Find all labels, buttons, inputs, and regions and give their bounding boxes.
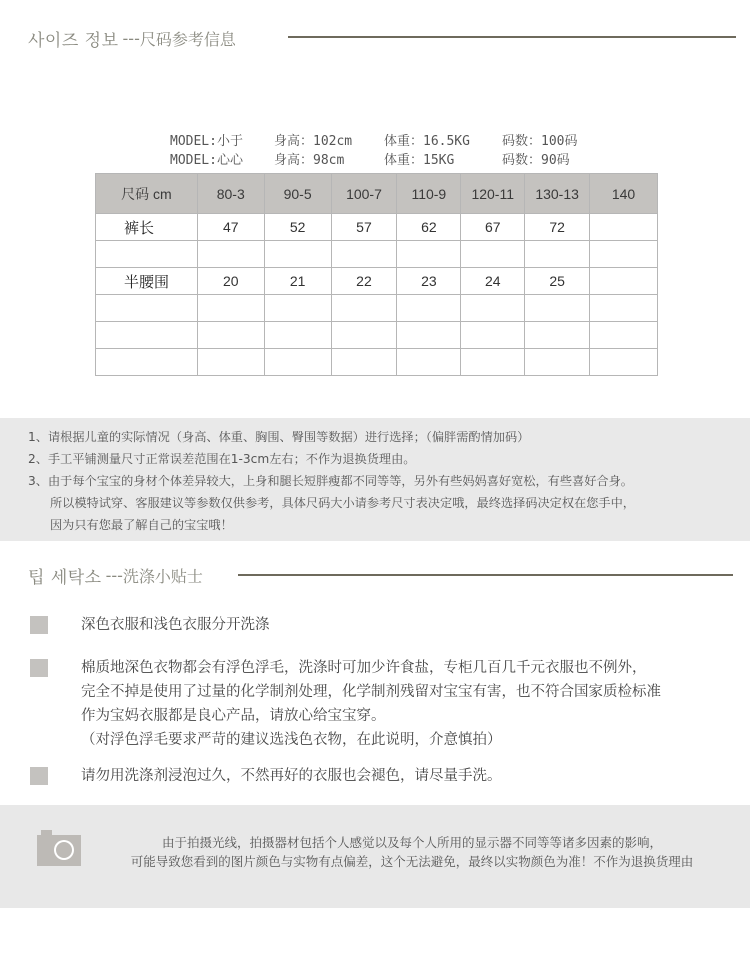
size-table-header: 110-9 xyxy=(397,174,461,214)
table-cell xyxy=(590,349,658,376)
table-cell xyxy=(331,322,397,349)
table-cell xyxy=(525,241,590,268)
table-cell xyxy=(590,241,658,268)
table-cell: 裤长 xyxy=(96,214,198,241)
table-cell: 21 xyxy=(264,268,331,295)
tip-item xyxy=(30,764,502,788)
disclaimer-line: 可能导致您看到的图片颜色与实物有点偏差，这个无法避免，最终以实物颜色为准！不作为退换货理由 xyxy=(130,854,694,869)
table-cell xyxy=(525,295,590,322)
table-cell xyxy=(590,322,658,349)
table-cell xyxy=(96,349,198,376)
model-size: 码数：100码 xyxy=(502,134,578,149)
table-cell xyxy=(96,295,198,322)
size-table-header: 130-13 xyxy=(525,174,590,214)
table-cell xyxy=(397,349,461,376)
size-notes xyxy=(0,418,750,541)
table-cell xyxy=(525,349,590,376)
model-height: 身高：102cm xyxy=(274,134,353,149)
table-cell xyxy=(397,295,461,322)
disclaimer-text xyxy=(92,833,732,871)
model-row xyxy=(170,149,577,168)
wash-tips-heading-cn: 洗涤小贴士 xyxy=(122,566,203,586)
note-line: 3、由于每个宝宝的身材个体差异较大，上身和腿长短胖瘦都不同等等，另外有些妈妈喜好宽松，有些喜好合身。 xyxy=(28,474,633,488)
table-row xyxy=(96,214,658,241)
table-row xyxy=(96,241,658,268)
table-cell: 22 xyxy=(331,268,397,295)
size-info-heading-cn: 尺码参考信息 xyxy=(139,29,236,49)
wash-tips-heading xyxy=(28,563,203,587)
table-cell: 23 xyxy=(397,268,461,295)
tip-bullet-square xyxy=(30,616,48,634)
table-cell xyxy=(264,349,331,376)
note-line: 1、请根据儿童的实际情况（身高、体重、胸围、臀围等数据）进行选择；（偏胖需酌情加码） xyxy=(28,430,530,444)
table-cell xyxy=(461,349,525,376)
table-cell xyxy=(590,268,658,295)
table-row xyxy=(96,295,658,322)
table-cell: 72 xyxy=(525,214,590,241)
size-table-header: 尺码 cm xyxy=(96,174,198,214)
tip-line: 作为宝妈衣服都是良心产品，请放心给宝宝穿。 xyxy=(81,708,386,724)
size-table-header: 120-11 xyxy=(461,174,525,214)
tip-line: 完全不掉是使用了过量的化学制剂处理，化学制剂残留对宝宝有害，也不符合国家质检标准 xyxy=(81,684,661,700)
table-cell: 24 xyxy=(461,268,525,295)
size-info-divider xyxy=(288,36,736,38)
table-cell xyxy=(525,322,590,349)
table-cell xyxy=(397,241,461,268)
tip-line: （对浮色浮毛要求严苛的建议选浅色衣物，在此说明，介意慎拍） xyxy=(81,732,502,748)
table-cell xyxy=(96,322,198,349)
table-cell: 25 xyxy=(525,268,590,295)
size-table-header: 80-3 xyxy=(197,174,264,214)
table-cell xyxy=(331,241,397,268)
table-cell xyxy=(264,241,331,268)
model-height: 身高：98cm xyxy=(274,153,345,168)
table-cell xyxy=(331,349,397,376)
table-cell xyxy=(197,241,264,268)
tip-bullet-square xyxy=(30,767,48,785)
table-cell: 67 xyxy=(461,214,525,241)
camera-icon xyxy=(37,828,81,868)
table-cell xyxy=(331,295,397,322)
table-cell xyxy=(264,295,331,322)
table-cell xyxy=(461,322,525,349)
table-row xyxy=(96,322,658,349)
tip-bullet-square xyxy=(30,659,48,677)
table-cell: 57 xyxy=(331,214,397,241)
table-cell: 半腰围 xyxy=(96,268,198,295)
table-cell xyxy=(590,295,658,322)
model-info xyxy=(170,130,577,168)
table-cell xyxy=(264,322,331,349)
table-cell: 20 xyxy=(197,268,264,295)
table-row xyxy=(96,349,658,376)
tip-line: 请勿用洗涤剂浸泡过久，不然再好的衣服也会褪色，请尽量手洗。 xyxy=(81,768,502,784)
model-name: MODEL:心心 xyxy=(170,153,243,168)
wash-tips-divider xyxy=(238,574,733,576)
table-cell xyxy=(461,295,525,322)
table-row xyxy=(96,268,658,295)
model-weight: 体重：16.5KG xyxy=(384,134,470,149)
table-cell: 47 xyxy=(197,214,264,241)
model-size: 码数：90码 xyxy=(502,153,570,168)
tip-text xyxy=(81,656,661,752)
table-cell xyxy=(197,322,264,349)
tip-text xyxy=(81,613,270,637)
tip-item xyxy=(30,656,661,752)
size-table-header: 100-7 xyxy=(331,174,397,214)
table-cell: 52 xyxy=(264,214,331,241)
wash-tips-heading-ko: 팁 세탁소 xyxy=(28,567,102,588)
table-cell xyxy=(197,295,264,322)
disclaimer-footer xyxy=(0,805,750,908)
note-line: 因为只有您最了解自己的宝宝哦！ xyxy=(50,518,233,532)
size-info-heading-ko: 사이즈 정보 xyxy=(28,30,119,51)
wash-tips-heading-separator: --- xyxy=(105,565,123,585)
model-name: MODEL:小于 xyxy=(170,134,243,149)
size-table-header-row xyxy=(96,174,658,214)
size-table-header: 90-5 xyxy=(264,174,331,214)
note-line: 2、手工平铺测量尺寸正常误差范围在1-3cm左右；不作为退换货理由。 xyxy=(28,452,416,466)
note-line: 所以模特试穿、客服建议等参数仅供参考，具体尺码大小请参考尺寸表决定哦，最终选择码决定权在您手中， xyxy=(50,496,635,510)
size-info-heading-separator: --- xyxy=(122,28,140,48)
tip-line: 深色衣服和浅色衣服分开洗涤 xyxy=(81,617,270,633)
table-cell xyxy=(197,349,264,376)
tip-item xyxy=(30,613,270,637)
table-cell: 62 xyxy=(397,214,461,241)
table-cell xyxy=(461,241,525,268)
tip-line: 棉质地深色衣物都会有浮色浮毛，洗涤时可加少许食盐，专柜几百几千元衣服也不例外， xyxy=(81,660,647,676)
table-cell xyxy=(96,241,198,268)
model-row xyxy=(170,130,577,149)
tip-text xyxy=(81,764,502,788)
size-info-heading xyxy=(28,26,236,50)
table-cell xyxy=(397,322,461,349)
table-cell xyxy=(590,214,658,241)
model-weight: 体重：15KG xyxy=(384,153,455,168)
disclaimer-line: 由于拍摄光线，拍摄器材包括个人感觉以及每个人所用的显示器不同等等诸多因素的影响， xyxy=(161,835,662,850)
size-table xyxy=(95,173,658,376)
size-table-header: 140 xyxy=(590,174,658,214)
